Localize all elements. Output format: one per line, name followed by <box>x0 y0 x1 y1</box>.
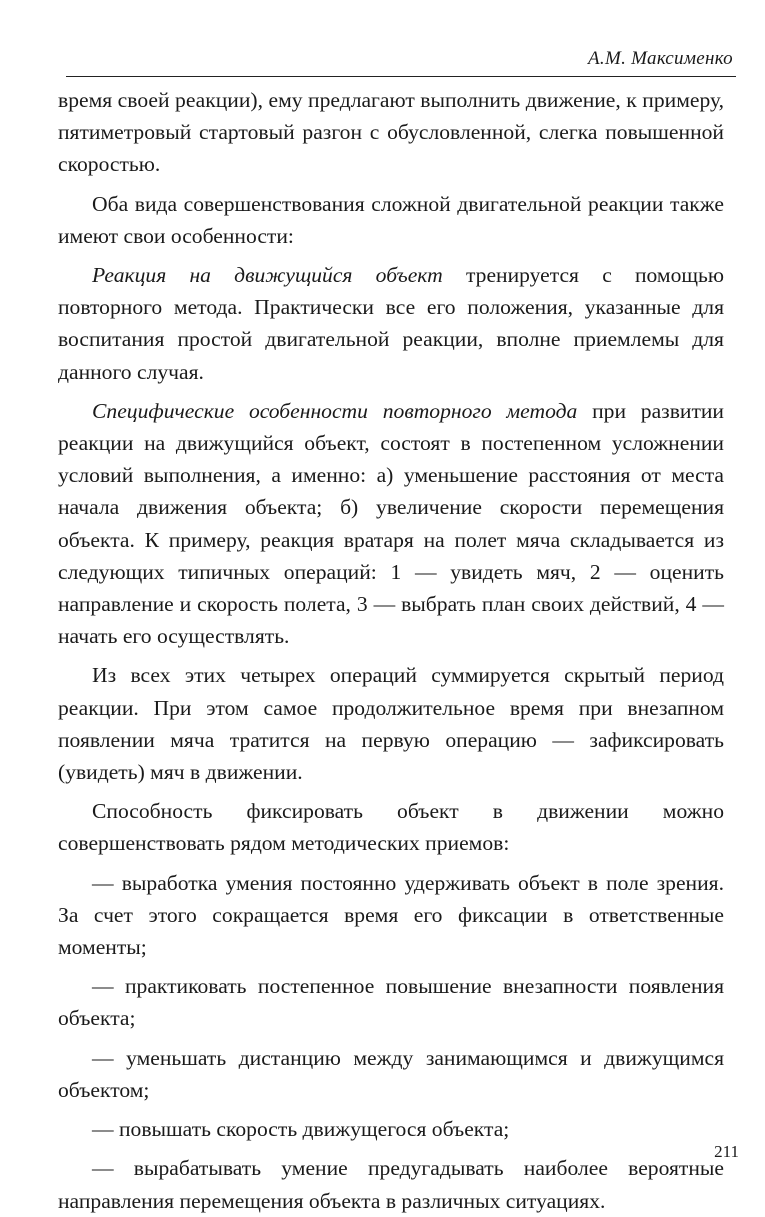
paragraph-4 <box>58 395 724 653</box>
paragraph-3-body: тренируется с помощью повторного метода. Практически все его положения, указанные для воспитания простой двигательной реакции, вполне приемлемы для данного случая. <box>58 263 725 384</box>
running-header: А.М. Максименко <box>588 48 733 69</box>
header-rule <box>66 76 736 77</box>
page-number: 211 <box>714 1142 739 1161</box>
paragraph-1: время своей реакции), ему предлагают выполнить движение, к примеру, пятиметровый стартовый разгон с обусловленной, слегка повышенной скоростью. <box>58 88 724 177</box>
list-item-5: — вырабатывать умение предугадывать наиболее вероятные направления перемещения объекта в различных ситуациях. <box>58 1156 724 1213</box>
list-item-2: — практиковать постепенное повышение внезапности появления объекта; <box>58 974 724 1031</box>
text-body <box>58 84 724 1217</box>
paragraph-6: Способность фиксировать объект в движении можно совершенствовать рядом методических приемов: <box>58 799 724 856</box>
paragraph-3-italic-lead: Реакция на движущийся объект <box>92 263 443 288</box>
paragraph-2: Оба вида совершенствования сложной двигательной реакции также имеют свои особенности: <box>58 191 724 248</box>
paragraph-4-italic-lead: Специфические особенности повторного метода <box>92 398 578 423</box>
list-item-4: — повышать скорость движущегося объекта; <box>92 1117 510 1142</box>
list-item-3: — уменьшать дистанцию между занимающимся и движущимся объектом; <box>58 1045 724 1102</box>
paragraph-5: Из всех этих четырех операций суммируется скрытый период реакции. При этом самое продолжительное время при внезапном появлении мяча тратится на первую операцию — зафиксировать (увидеть) мяч в движении. <box>58 663 724 785</box>
paragraph-4-body: при развитии реакции на движущийся объект, состоят в постепенном усложнении условий выполнения, а именно: а) уменьшение расстояния от места начала движения объекта; б) увеличение скорости перемещения объекта. К примеру, реакция вратаря на полет мяча складывается из следующих типичных операций: 1 — увидеть мяч, 2 — оценить направление и скорость полета, 3 — выбрать план своих действий, 4 — начать его осуществлять. <box>58 398 724 649</box>
paragraph-3 <box>58 259 724 388</box>
list-item-1: — выработка умения постоянно удерживать объект в поле зрения. За счет этого сокращается время его фиксации в ответственные моменты; <box>58 870 724 960</box>
